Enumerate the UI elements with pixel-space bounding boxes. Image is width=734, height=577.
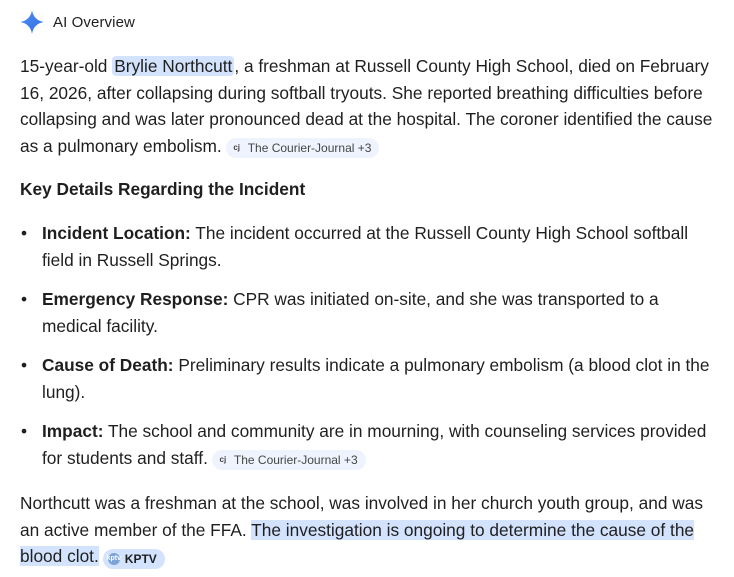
source-chip-label: The Courier-Journal +3 — [247, 140, 372, 155]
highlighted-name[interactable]: Brylie Northcutt — [114, 56, 233, 76]
bullet-icon: • — [21, 223, 28, 243]
bullet-icon: • — [21, 421, 28, 441]
source-chip-courier-journal[interactable] — [212, 450, 366, 470]
intro-paragraph — [20, 53, 720, 159]
bullet-icon: • — [21, 355, 28, 375]
key-details-heading: Key Details Regarding the Incident — [20, 179, 306, 199]
detail-text: The incident occurred at the Russell County High School softball field in Russell Springs. — [42, 223, 689, 270]
source-chip-courier-journal[interactable] — [226, 138, 380, 158]
details-list — [20, 220, 720, 484]
intro-text-before: 15-year-old — [20, 56, 113, 76]
detail-label: Emergency Response: — [42, 289, 229, 309]
closing-paragraph — [20, 490, 720, 570]
intro-text-after: , a freshman at Russell County High School, died on February 16, 2026, after collapsing during softball tryouts. She reported breathing difficulties before collapsing and was later pronounced dead at the hospital. The coroner identified the cause as a pulmonary embolism. — [20, 56, 713, 156]
list-item — [20, 352, 720, 405]
source-chip-label: The Courier-Journal +3 — [233, 452, 358, 467]
courier-journal-favicon-icon: cj — [219, 454, 227, 464]
gemini-spark-icon — [19, 9, 45, 35]
detail-label: Incident Location: — [42, 223, 191, 243]
detail-label: Impact: — [42, 421, 104, 441]
list-item — [20, 418, 720, 471]
highlighted-sentence[interactable]: The investigation is ongoing to determine the cause of the blood clot. — [20, 519, 695, 566]
detail-text: Preliminary results indicate a pulmonary embolism (a blood clot in the lung). — [42, 355, 710, 402]
courier-journal-favicon-icon: cj — [233, 142, 241, 152]
source-chip-kptv[interactable] — [103, 549, 165, 569]
ai-overview-header — [19, 9, 135, 35]
kptv-favicon-icon: kptv — [108, 553, 120, 565]
list-item — [20, 220, 720, 273]
closing-text: Northcutt was a freshman at the school, was involved in her church youth group, and was an active member of the FFA. — [20, 493, 703, 540]
bullet-icon: • — [21, 289, 28, 309]
detail-text: CPR was initiated on-site, and she was transported to a medical facility. — [42, 289, 659, 336]
detail-text: The school and community are in mourning, with counseling services provided for students and staff. — [42, 421, 707, 468]
detail-label: Cause of Death: — [42, 355, 174, 375]
ai-overview-title: AI Overview — [53, 13, 135, 31]
list-item — [20, 286, 720, 339]
source-chip-label: KPTV — [124, 552, 157, 566]
